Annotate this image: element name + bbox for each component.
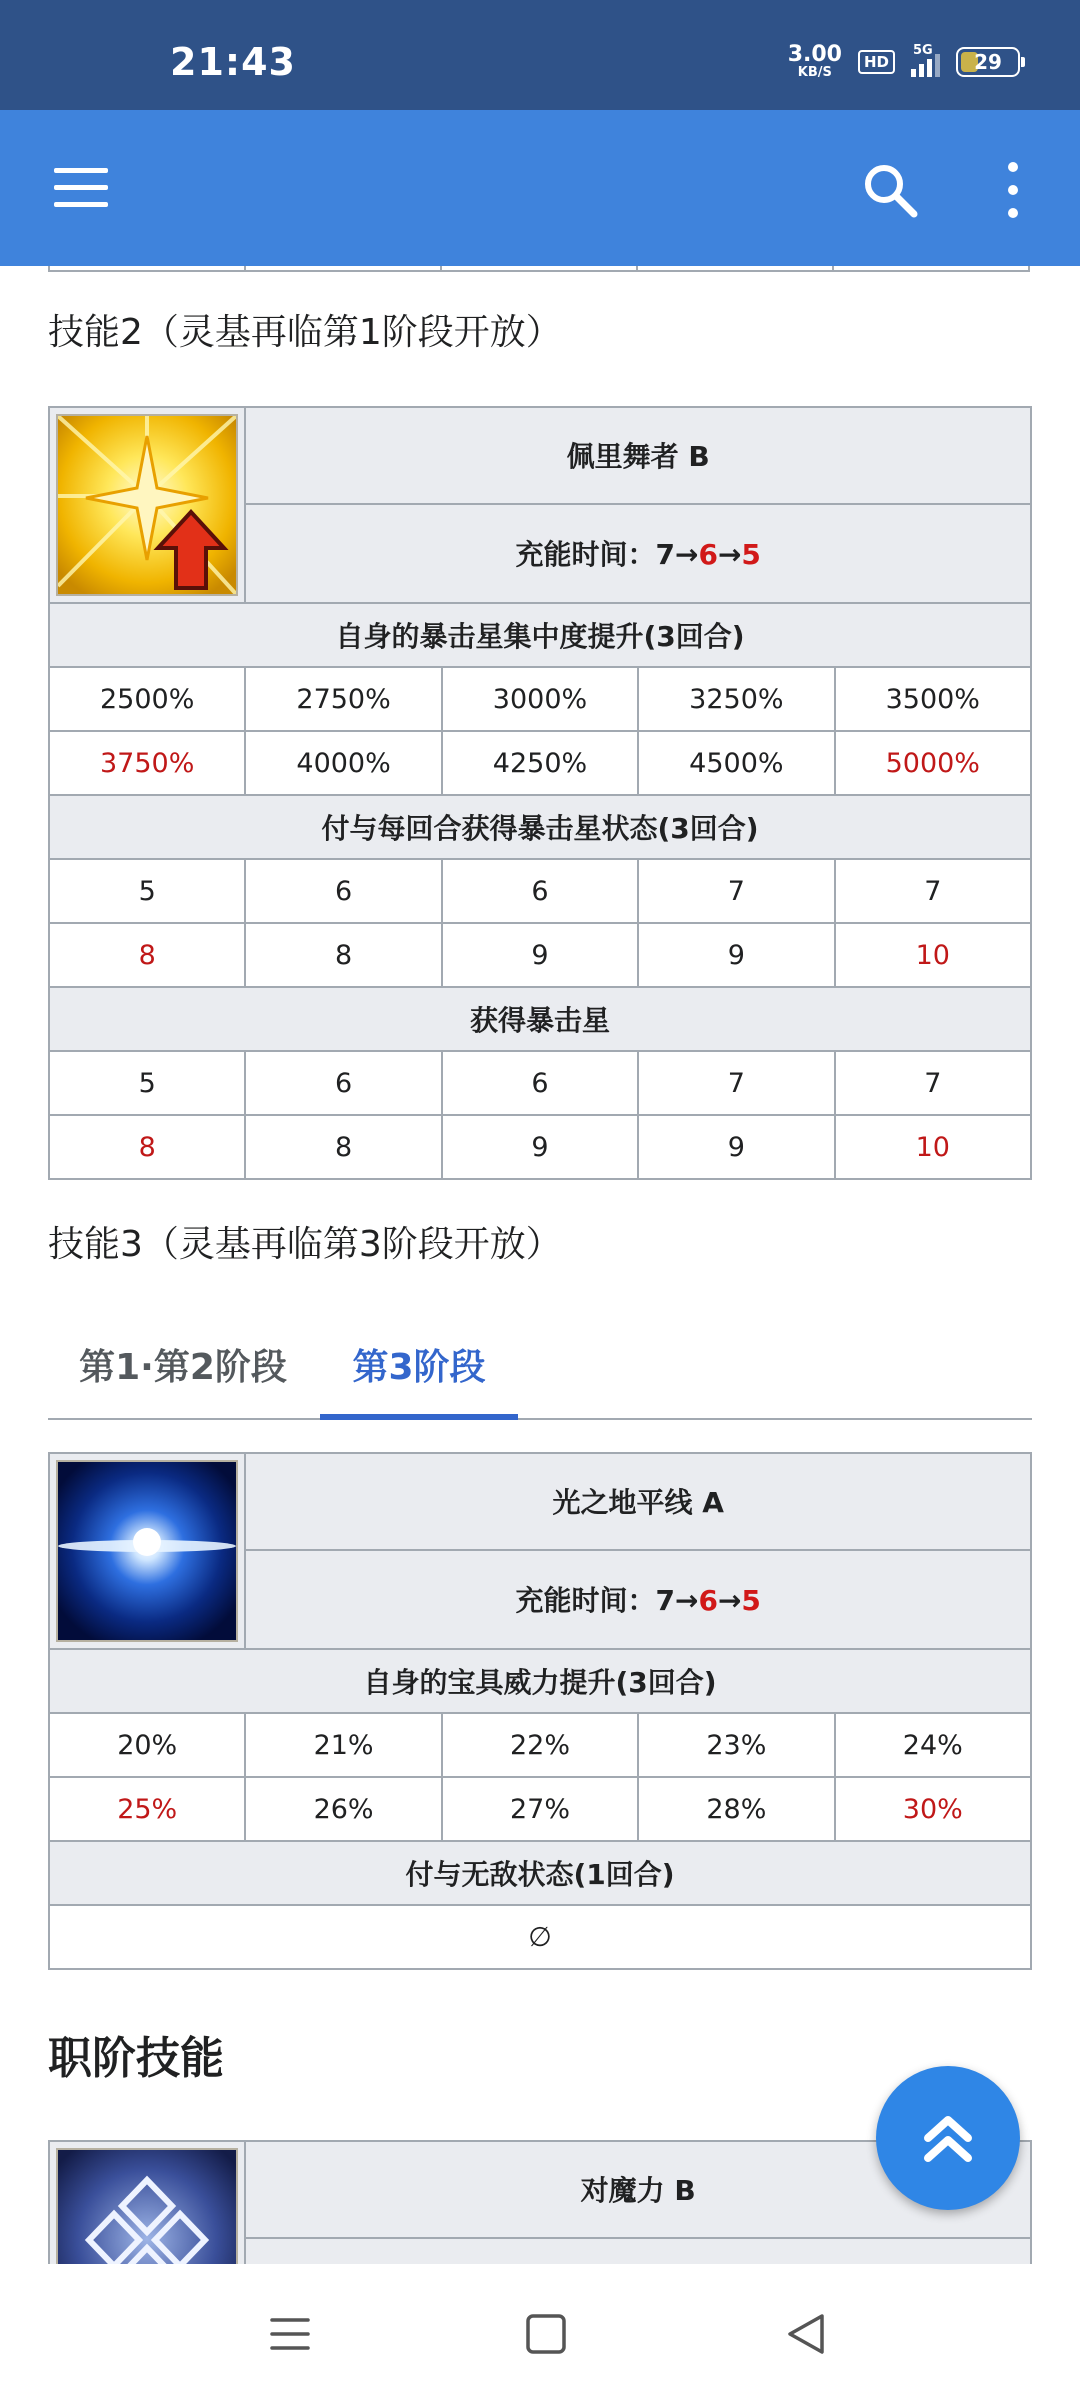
net-speed: [788, 44, 842, 79]
skill2-effect3-title: 获得暴击星: [49, 987, 1031, 1051]
value-cell: 27%: [442, 1777, 638, 1841]
value-cell: 28%: [638, 1777, 834, 1841]
value-cell: 4500%: [638, 731, 834, 795]
net-speed-value: 3.00: [787, 42, 842, 67]
table-row: [49, 1905, 1031, 1969]
value-cell: 2750%: [245, 667, 441, 731]
table-row: [49, 1777, 1031, 1841]
skill2-cooldown: 充能时间：7→6→5: [245, 504, 1031, 603]
value-cell-highlight: 30%: [835, 1777, 1031, 1841]
value-cell: 6: [442, 859, 638, 923]
value-cell: 24%: [835, 1713, 1031, 1777]
value-cell-empty: ∅: [49, 1905, 1031, 1969]
skill3-table: [48, 1452, 1032, 1970]
class-skills-heading: 职阶技能: [48, 2033, 224, 2084]
value-cell: 20%: [49, 1713, 245, 1777]
back-icon[interactable]: [776, 2304, 836, 2364]
value-cell: 5: [49, 1051, 245, 1115]
search-icon[interactable]: [860, 160, 920, 220]
value-cell: 9: [442, 923, 638, 987]
star-burst-up-icon: [56, 414, 238, 596]
value-cell: 7: [638, 859, 834, 923]
more-vert-icon[interactable]: [1000, 162, 1026, 218]
table-row: [49, 1051, 1031, 1115]
skill3-effect1-title: 自身的宝具威力提升(3回合): [49, 1649, 1031, 1713]
app-bar: [0, 110, 1080, 266]
value-cell: 6: [442, 1051, 638, 1115]
skill3-icon-cell: [49, 1453, 245, 1649]
table-row: [49, 731, 1031, 795]
network-type-label: 5G: [913, 42, 933, 58]
value-cell: 8: [245, 923, 441, 987]
status-time: 21:43: [170, 40, 296, 84]
class-skill-name: 对魔力 B: [245, 2141, 1031, 2238]
skill3-name: 光之地平线 A: [245, 1453, 1031, 1550]
value-cell: 9: [442, 1115, 638, 1179]
value-cell-highlight: 25%: [49, 1777, 245, 1841]
table-row: [49, 667, 1031, 731]
previous-table-edge: [48, 266, 1030, 272]
scroll-to-top-button[interactable]: [876, 2066, 1020, 2210]
value-cell: 5: [49, 859, 245, 923]
status-icons: [788, 44, 1020, 79]
class-skill-icon-cell: [49, 2141, 245, 2264]
value-cell-highlight: 8: [49, 923, 245, 987]
skill2-icon-cell: [49, 407, 245, 603]
skill3-cooldown: 充能时间：7→6→5: [245, 1550, 1031, 1649]
battery-percent: 29: [974, 49, 1002, 74]
value-cell: 6: [245, 1051, 441, 1115]
tab-stage-1-2[interactable]: 第1·第2阶段: [79, 1347, 287, 1388]
status-bar: [0, 0, 1080, 110]
value-cell: 3000%: [442, 667, 638, 731]
skill2-effect1-title: 自身的暴击星集中度提升(3回合): [49, 603, 1031, 667]
value-cell: 3500%: [835, 667, 1031, 731]
value-cell: 21%: [245, 1713, 441, 1777]
table-row: [49, 859, 1031, 923]
recents-icon[interactable]: [260, 2304, 320, 2364]
table-row: [49, 1713, 1031, 1777]
table-row: [49, 923, 1031, 987]
battery-icon: [956, 47, 1020, 77]
skill3-effect2-title: 付与无敌状态(1回合): [49, 1841, 1031, 1905]
stage-tabs: [48, 1320, 1032, 1420]
table-row: [49, 1115, 1031, 1179]
hd-icon: HD: [858, 50, 895, 74]
net-speed-unit: KB/S: [797, 65, 832, 80]
home-icon[interactable]: [516, 2304, 576, 2364]
value-cell: 7: [835, 859, 1031, 923]
value-cell: 22%: [442, 1713, 638, 1777]
skill2-effect2-title: 付与每回合获得暴击星状态(3回合): [49, 795, 1031, 859]
value-cell-highlight: 10: [835, 1115, 1031, 1179]
value-cell: 3250%: [638, 667, 834, 731]
page-content[interactable]: [0, 266, 1080, 2264]
value-cell-highlight: 10: [835, 923, 1031, 987]
class-skill-effect-title: [245, 2238, 1031, 2264]
magic-resistance-icon: [56, 2148, 238, 2264]
skill3-heading: 技能3（灵基再临第3阶段开放）: [48, 1224, 562, 1265]
value-cell: 26%: [245, 1777, 441, 1841]
value-cell: 4000%: [245, 731, 441, 795]
hamburger-menu-icon[interactable]: [54, 168, 108, 208]
value-cell: 4250%: [442, 731, 638, 795]
light-horizon-icon: [56, 1460, 238, 1642]
value-cell-highlight: 5000%: [835, 731, 1031, 795]
skill2-heading: 技能2（灵基再临第1阶段开放）: [48, 312, 562, 353]
value-cell: 8: [245, 1115, 441, 1179]
value-cell: 23%: [638, 1713, 834, 1777]
signal-icon: [911, 42, 940, 77]
skill2-name: 佩里舞者 B: [245, 407, 1031, 504]
value-cell: 7: [835, 1051, 1031, 1115]
double-chevron-up-icon: [916, 2106, 980, 2170]
value-cell: 2500%: [49, 667, 245, 731]
value-cell: 6: [245, 859, 441, 923]
skill2-table: [48, 406, 1032, 1180]
value-cell: 7: [638, 1051, 834, 1115]
value-cell: 9: [638, 923, 834, 987]
value-cell-highlight: 8: [49, 1115, 245, 1179]
value-cell: 9: [638, 1115, 834, 1179]
value-cell-highlight: 3750%: [49, 731, 245, 795]
system-nav-bar: [0, 2264, 1080, 2400]
tab-stage-3[interactable]: 第3阶段: [320, 1320, 518, 1420]
